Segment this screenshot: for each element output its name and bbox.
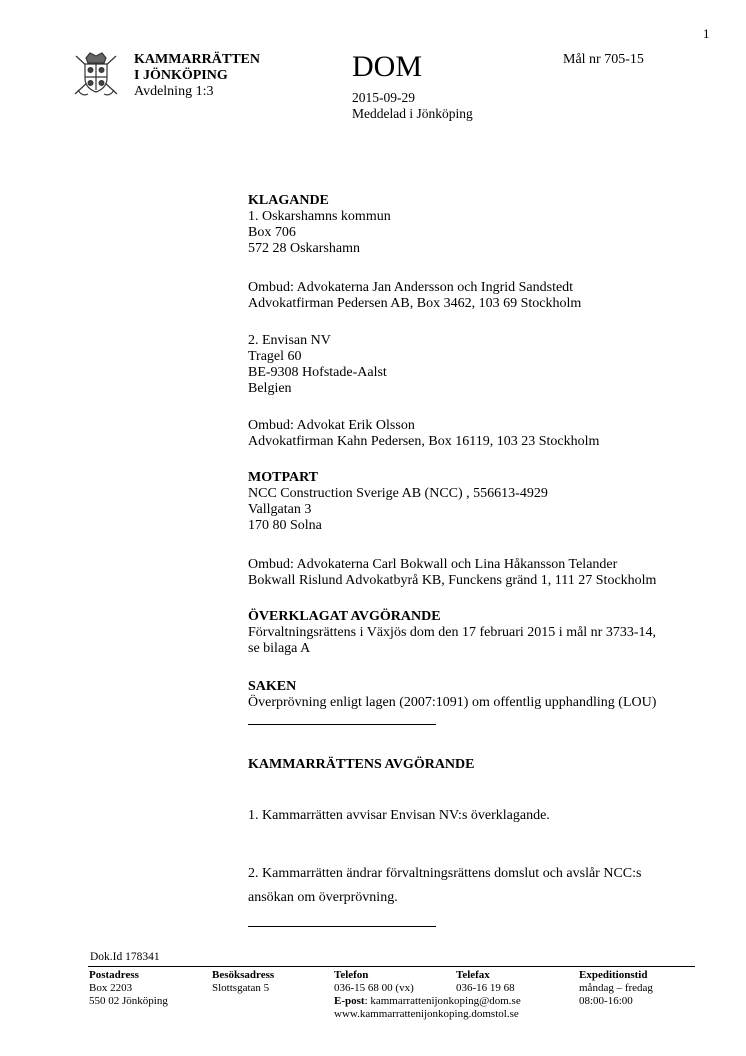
decision-item-2 bbox=[248, 862, 641, 910]
decision-heading: KAMMARRÄTTENS AVGÖRANDE bbox=[248, 757, 475, 772]
separator-line bbox=[248, 724, 436, 725]
matter-heading: SAKEN bbox=[248, 679, 297, 694]
footer-postal-heading: Postadress bbox=[89, 969, 139, 981]
footer-fax-number: 036-16 19 68 bbox=[456, 982, 515, 994]
appealed-line1: Förvaltningsrättens i Växjös dom den 17 februari 2015 i mål nr 3733-14, bbox=[248, 625, 657, 640]
appellant-2-section bbox=[248, 333, 387, 397]
issued-location: Meddelad i Jönköping bbox=[352, 106, 473, 121]
appellant-2-country: Belgien bbox=[248, 381, 292, 396]
appellant-1-section bbox=[248, 193, 391, 257]
respondent-address: Vallgatan 3 bbox=[248, 502, 312, 517]
footer-email-label: E-post bbox=[334, 995, 365, 1007]
footer-rule bbox=[88, 966, 695, 967]
court-coat-of-arms-logo bbox=[72, 50, 120, 100]
footer-visit-heading: Besöksadress bbox=[212, 969, 275, 981]
document-id: Dok.Id 178341 bbox=[90, 951, 160, 963]
appellant-1-counsel: Ombud: Advokaterna Jan Andersson och Ingrid Sandstedt bbox=[248, 280, 574, 295]
appellant-1-address: Box 706 bbox=[248, 225, 296, 240]
appellant-2-postcode: BE-9308 Hofstade-Aalst bbox=[248, 365, 387, 380]
separator-line bbox=[248, 926, 436, 927]
document-date: 2015-09-29 bbox=[352, 90, 415, 105]
footer-hours-days: måndag – fredag bbox=[579, 982, 653, 994]
appellant-heading: KLAGANDE bbox=[248, 193, 329, 208]
footer-visit-line1: Slottsgatan 5 bbox=[212, 982, 270, 994]
respondent-heading: MOTPART bbox=[248, 470, 319, 485]
respondent-name: NCC Construction Sverige AB (NCC) , 556613-4929 bbox=[248, 486, 548, 501]
respondent-counsel: Ombud: Advokaterna Carl Bokwall och Lina Håkansson Telander bbox=[248, 557, 618, 572]
decision-item-2-line2: ansökan om överprövning. bbox=[248, 890, 398, 905]
footer-hours-heading: Expeditionstid bbox=[579, 969, 648, 981]
appellant-1-counsel-section bbox=[248, 280, 581, 312]
footer-hours-time: 08:00-16:00 bbox=[579, 995, 633, 1007]
court-name-block bbox=[134, 52, 260, 100]
appealed-line2: se bilaga A bbox=[248, 641, 311, 656]
matter-text: Överprövning enligt lagen (2007:1091) om offentlig upphandling (LOU) bbox=[248, 695, 657, 710]
page-number: 1 bbox=[703, 26, 710, 41]
decision-item-1: 1. Kammarrätten avvisar Envisan NV:s överklagande. bbox=[248, 808, 550, 823]
appealed-decision-section bbox=[248, 609, 656, 657]
footer-postal-address bbox=[89, 969, 168, 1008]
appellant-1-postcode: 572 28 Oskarshamn bbox=[248, 241, 360, 256]
footer-office-hours bbox=[579, 969, 653, 1008]
court-name-line2: I JÖNKÖPING bbox=[134, 68, 228, 83]
appellant-1-counsel-firm: Advokatfirman Pedersen AB, Box 3462, 103 69 Stockholm bbox=[248, 296, 582, 311]
footer-phone-heading: Telefon bbox=[334, 969, 369, 981]
respondent-postcode: 170 80 Solna bbox=[248, 518, 322, 533]
respondent-section bbox=[248, 470, 548, 534]
footer-visit-address bbox=[212, 969, 274, 995]
matter-section bbox=[248, 679, 656, 711]
footer-postal-line1: Box 2203 bbox=[89, 982, 133, 994]
appellant-2-name: 2. Envisan NV bbox=[248, 333, 331, 348]
footer-website: www.kammarrattenijonkoping.domstol.se bbox=[334, 1008, 519, 1020]
footer-email-address: : kammarrattenijonkoping@dom.se bbox=[364, 995, 521, 1007]
footer-phone-number: 036-15 68 00 (vx) bbox=[334, 982, 414, 994]
appealed-heading: ÖVERKLAGAT AVGÖRANDE bbox=[248, 609, 441, 624]
appellant-2-counsel: Ombud: Advokat Erik Olsson bbox=[248, 418, 415, 433]
respondent-counsel-section bbox=[248, 557, 656, 589]
respondent-counsel-firm: Bokwall Rislund Advokatbyrå KB, Funckens gränd 1, 111 27 Stockholm bbox=[248, 573, 657, 588]
appellant-2-counsel-firm: Advokatfirman Kahn Pedersen, Box 16119, 103 23 Stockholm bbox=[248, 434, 600, 449]
appellant-2-address: Tragel 60 bbox=[248, 349, 302, 364]
appellant-2-counsel-section bbox=[248, 418, 599, 450]
court-name-line1: KAMMARRÄTTEN bbox=[134, 52, 260, 67]
appellant-1-name: 1. Oskarshamns kommun bbox=[248, 209, 391, 224]
footer-fax bbox=[456, 969, 515, 995]
footer-postal-line2: 550 02 Jönköping bbox=[89, 995, 168, 1007]
decision-item-2-line1: 2. Kammarrätten ändrar förvaltningsrättens domslut och avslår NCC:s bbox=[248, 866, 642, 881]
case-number: Mål nr 705-15 bbox=[563, 52, 644, 67]
footer-email-line bbox=[334, 995, 521, 1008]
document-date-block bbox=[352, 90, 473, 122]
document-type-title: DOM bbox=[352, 50, 423, 83]
footer-fax-heading: Telefax bbox=[456, 969, 490, 981]
court-division: Avdelning 1:3 bbox=[134, 84, 214, 99]
